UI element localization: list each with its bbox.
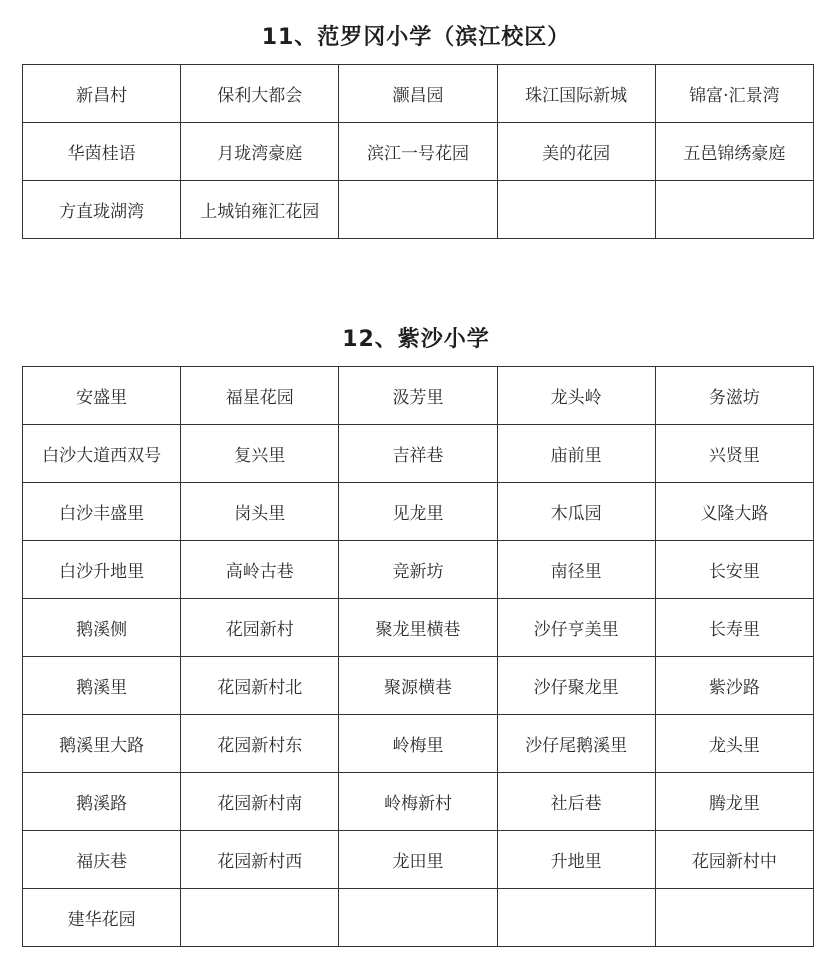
table-row bbox=[23, 715, 814, 773]
table-cell: 木瓜园 bbox=[497, 483, 655, 541]
table-cell: 美的花园 bbox=[497, 123, 655, 181]
table-cell: 聚源横巷 bbox=[339, 657, 497, 715]
table-cell: 沙仔亨美里 bbox=[497, 599, 655, 657]
table-cell: 白沙升地里 bbox=[23, 541, 181, 599]
table-cell: 义隆大路 bbox=[655, 483, 813, 541]
table-cell: 方直珑湖湾 bbox=[23, 181, 181, 239]
table-row bbox=[23, 425, 814, 483]
table-cell: 务滋坊 bbox=[655, 367, 813, 425]
table-cell: 花园新村南 bbox=[181, 773, 339, 831]
table-cell: 上城铂雍汇花园 bbox=[181, 181, 339, 239]
table-cell: 庙前里 bbox=[497, 425, 655, 483]
table-row bbox=[23, 773, 814, 831]
table-cell: 龙头里 bbox=[655, 715, 813, 773]
table-cell: 社后巷 bbox=[497, 773, 655, 831]
table-cell: 腾龙里 bbox=[655, 773, 813, 831]
table-cell: 福庆巷 bbox=[23, 831, 181, 889]
table-cell: 吉祥巷 bbox=[339, 425, 497, 483]
table-cell: 锦富·汇景湾 bbox=[655, 65, 813, 123]
table-cell bbox=[655, 889, 813, 947]
table-cell bbox=[339, 181, 497, 239]
table-cell: 建华花园 bbox=[23, 889, 181, 947]
table-cell: 见龙里 bbox=[339, 483, 497, 541]
table-cell: 兴贤里 bbox=[655, 425, 813, 483]
table-cell: 龙头岭 bbox=[497, 367, 655, 425]
table-cell: 保利大都会 bbox=[181, 65, 339, 123]
section-title-school-11: 11、范罗冈小学（滨江校区） bbox=[261, 25, 571, 50]
table-cell: 复兴里 bbox=[181, 425, 339, 483]
table-row bbox=[23, 599, 814, 657]
table-cell: 紫沙路 bbox=[655, 657, 813, 715]
table-cell bbox=[655, 181, 813, 239]
table-row bbox=[23, 831, 814, 889]
table-row bbox=[23, 483, 814, 541]
table-row bbox=[23, 657, 814, 715]
catchment-table-school-12 bbox=[22, 366, 814, 947]
table-cell: 花园新村东 bbox=[181, 715, 339, 773]
table-cell: 汲芳里 bbox=[339, 367, 497, 425]
table-cell: 聚龙里横巷 bbox=[339, 599, 497, 657]
table-cell: 华茵桂语 bbox=[23, 123, 181, 181]
table-row bbox=[23, 367, 814, 425]
table-cell: 五邑锦绣豪庭 bbox=[655, 123, 813, 181]
table-cell: 福星花园 bbox=[181, 367, 339, 425]
table-row bbox=[23, 123, 814, 181]
table-cell: 岗头里 bbox=[181, 483, 339, 541]
table-cell: 花园新村北 bbox=[181, 657, 339, 715]
table-cell bbox=[497, 181, 655, 239]
table-cell: 长安里 bbox=[655, 541, 813, 599]
table-cell: 高岭古巷 bbox=[181, 541, 339, 599]
section-title-school-12: 12、紫沙小学 bbox=[342, 327, 490, 352]
table-row bbox=[23, 65, 814, 123]
table-cell: 鹅溪里大路 bbox=[23, 715, 181, 773]
table-row bbox=[23, 889, 814, 947]
table-cell: 沙仔聚龙里 bbox=[497, 657, 655, 715]
table-cell: 花园新村中 bbox=[655, 831, 813, 889]
table-cell: 滨江一号花园 bbox=[339, 123, 497, 181]
table-cell: 竞新坊 bbox=[339, 541, 497, 599]
table-cell: 花园新村 bbox=[181, 599, 339, 657]
table-row bbox=[23, 181, 814, 239]
table-cell bbox=[497, 889, 655, 947]
table-cell: 白沙大道西双号 bbox=[23, 425, 181, 483]
table-cell: 南径里 bbox=[497, 541, 655, 599]
table-cell: 灏昌园 bbox=[339, 65, 497, 123]
table-cell: 珠江国际新城 bbox=[497, 65, 655, 123]
table-cell: 沙仔尾鹅溪里 bbox=[497, 715, 655, 773]
table-row bbox=[23, 541, 814, 599]
table-cell: 鹅溪里 bbox=[23, 657, 181, 715]
table-cell: 升地里 bbox=[497, 831, 655, 889]
table-cell: 鹅溪侧 bbox=[23, 599, 181, 657]
catchment-table-school-11 bbox=[22, 64, 814, 239]
table-cell: 龙田里 bbox=[339, 831, 497, 889]
table-cell bbox=[181, 889, 339, 947]
table-cell: 白沙丰盛里 bbox=[23, 483, 181, 541]
table-cell: 安盛里 bbox=[23, 367, 181, 425]
table-cell bbox=[339, 889, 497, 947]
table-cell: 鹅溪路 bbox=[23, 773, 181, 831]
table-cell: 岭梅里 bbox=[339, 715, 497, 773]
table-cell: 新昌村 bbox=[23, 65, 181, 123]
table-cell: 月珑湾豪庭 bbox=[181, 123, 339, 181]
table-cell: 岭梅新村 bbox=[339, 773, 497, 831]
table-cell: 长寿里 bbox=[655, 599, 813, 657]
table-cell: 花园新村西 bbox=[181, 831, 339, 889]
